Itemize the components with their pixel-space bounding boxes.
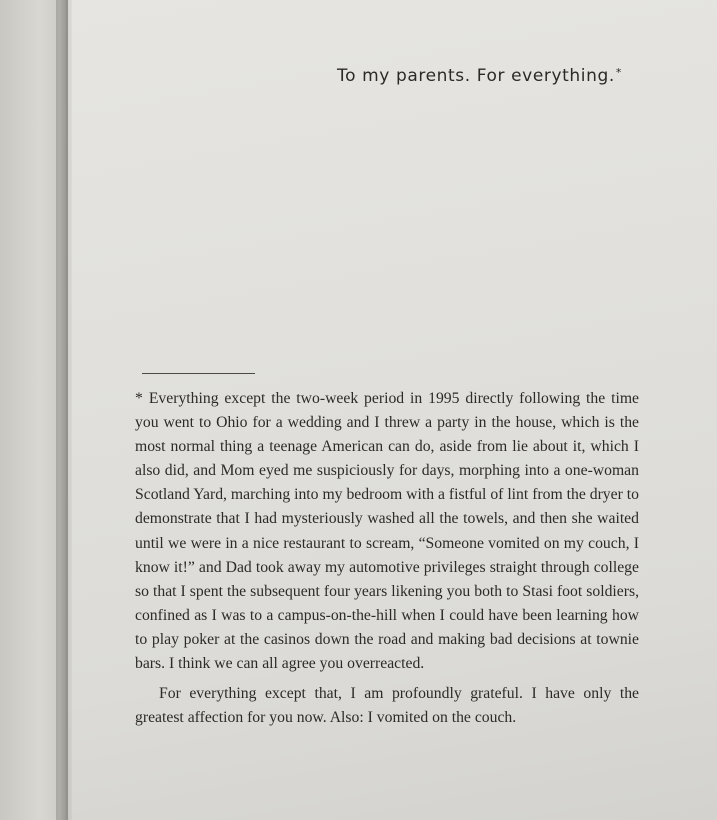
- dedication-text: To my parents. For everything.: [337, 66, 615, 86]
- footnote-paragraph-2: For everything except that, I am profoundly grateful. I have only the greatest affection for you now. Also: I vomited on the couch.: [135, 685, 639, 727]
- footnote: [135, 387, 639, 730]
- dedication: [337, 66, 622, 86]
- dedication-footnote-marker: *: [615, 66, 622, 79]
- footnote-paragraph-1: [135, 387, 639, 676]
- footnote-paragraph-1-text: Everything except the two-week period in 1995 directly following the time you went to Ohio for a wedding and I threw a party in the house, which is the most normal thing a teenage American can do, aside from lie about it, which I also did, and Mom eyed me suspiciously for days, morphing into a one-woman Scotland Yard, marching into my bedroom with a fistful of lint from the dryer to demonstrate that I had mysteriously washed all the towels, and then she waited until we were in a nice restaurant to scream, “Someone vomited on my couch, I know it!” and Dad took away my automotive privileges straight through college so that I spent the subsequent four years likening you both to Stasi foot soldiers, confined as I was to a campus-on-the-hill when I could have been learning how to play poker at the casinos down the road and making bad decisions at townie bars. I think we can all agree you overreacted.: [135, 390, 639, 673]
- footnote-divider: [142, 373, 255, 374]
- footnote-marker: *: [135, 390, 143, 407]
- book-gutter-shadow: [56, 0, 72, 820]
